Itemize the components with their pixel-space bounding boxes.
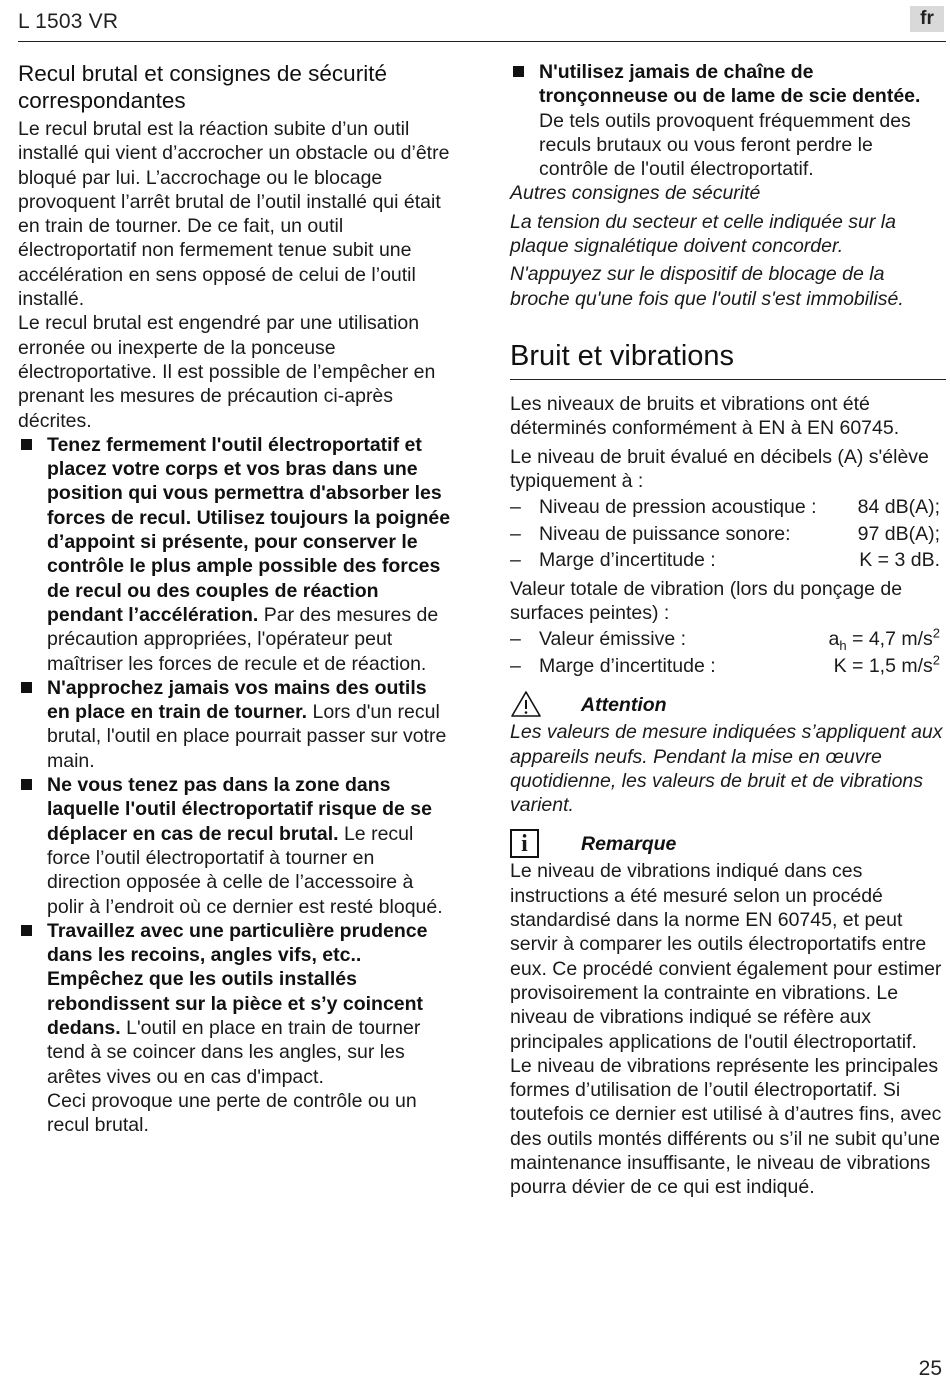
bullet-text: De tels outils provoquent fréquemment des reculs brutaux ou vous feront perdre le contrôle de l'outil électroportatif.	[539, 109, 911, 181]
bullet-bold: Travaillez avec une particulière prudence dans les recoins, angles vifs, etc.. Empêchez que les outils installés rebondissent sur la pièce et s’y coincent dedans.	[47, 919, 428, 1039]
bullet-item	[18, 676, 453, 773]
noise-label: Niveau de pression acoustique :	[539, 496, 817, 519]
spindle-lock-note: N'appuyez sur le dispositif de blocage de la broche qu'une fois que l'outil s'est immobilisé.	[510, 263, 904, 310]
vibration-intro: Valeur totale de vibration (lors du ponçage de surfaces peintes) :	[510, 577, 903, 624]
remark-title: Remarque	[581, 833, 677, 856]
left-column	[18, 60, 453, 1137]
unit-exponent: 2	[932, 652, 940, 668]
bullet-item	[18, 773, 453, 919]
right-column	[510, 60, 946, 1200]
kickback-cause: Le recul brutal est engendré par une utilisation erronée ou inexperte de la ponceuse électroportative. Il est possible de l’empêcher en prenant les mesures de précaution ci-après décrites.	[18, 312, 436, 432]
bullet-text: Par des mesures de précaution appropriées, l'opérateur peut maîtriser les forces de recule et de réaction.	[47, 603, 439, 675]
noise-label: Niveau de puissance sonore:	[539, 522, 791, 545]
noise-level-intro: Le niveau de bruit évalué en décibels (A) s'élève typiquement à :	[510, 445, 929, 492]
remark-text-1: Le niveau de vibrations indiqué dans ces instructions a été mesuré selon un procédé standardisé dans la norme EN 60745, et peut servir à comparer les outils électroportatifs entre eux. Ce procédé convient également pour estimer provisoirement la contrainte en vibrations. Le niveau de vibrations indiqué se réfère aux principales applications de l'outil électroportatif.	[510, 860, 942, 1053]
vibration-row	[510, 627, 946, 654]
bullet-bold: Ne vous tenez pas dans la zone dans laquelle l'outil électroportatif risque de se déplacer en cas de recul brutal.	[47, 774, 432, 845]
vibration-number: K = 1,5 m/s	[833, 654, 933, 677]
dash-mark: –	[510, 628, 521, 651]
attention-title: Attention	[581, 694, 667, 717]
language-badge: fr	[910, 6, 944, 32]
noise-row	[510, 548, 946, 575]
warning-triangle-icon	[510, 690, 542, 718]
noise-value: K = 3 dB.	[859, 549, 940, 572]
bullet-extra: Ceci provoque une perte de contrôle ou un recul brutal.	[47, 1089, 417, 1137]
vibration-label: Valeur émissive :	[539, 628, 687, 651]
bullet-item	[18, 433, 453, 676]
vibration-subscript: h	[839, 638, 847, 654]
page-header	[18, 0, 946, 42]
noise-value: 97 dB(A);	[857, 522, 940, 545]
bullet-text: Le recul force l’outil électroportatif à tourner en direction opposée à celle de l’accessoire à polir à l’endroit où ce dernier est resté bloqué.	[47, 822, 443, 918]
kickback-intro: Le recul brutal est la réaction subite d’un outil installé qui vient d’accrocher un obstacle ou d’être bloqué par lui. L’accrochage ou le blocage provoquent l’arrêt brutal de l’outil installé qui était en train de tourner. De ce fait, un outil électroportatif non fermement tenue subit une accélération en sens opposé de celui de l’outil installé.	[18, 118, 450, 311]
square-bullet-icon	[21, 439, 32, 450]
vibration-value	[828, 625, 941, 654]
bullet-bold: Tenez fermement l'outil électroportatif et placez votre corps et vos bras dans une position qui vous permettra d'absorber les forces de recul. Utilisez toujours la poignée d’appoint si présente, pour conserver le contrôle le plus ample possible des forces de recul ou des couples de réaction pendant l’accélération.	[47, 433, 451, 626]
vibration-number: = 4,7 m/s	[846, 628, 933, 651]
dash-mark: –	[510, 522, 521, 545]
remark-text-2: Le niveau de vibrations représente les principales formes d’utilisation de l’outil électroportatif. Si toutefois ce dernier est utilisé à d’autres fins, avec des outils montés différents ou s’il ne subit qu’une maintenance insuffisante, le niveau de vibrations pourra dévier de ce qui est indiqué.	[510, 1054, 942, 1199]
kickback-heading: Recul brutal et consignes de sécurité correspondantes	[18, 61, 387, 113]
vibration-row	[510, 654, 946, 681]
noise-row	[510, 522, 946, 549]
square-bullet-icon	[21, 925, 32, 936]
bullet-text: Lors d'un recul brutal, l'outil en place pourrait passer sur votre main.	[47, 701, 447, 772]
noise-row	[510, 495, 946, 522]
square-bullet-icon	[21, 779, 32, 790]
dash-mark: –	[510, 496, 521, 519]
vibration-value	[834, 654, 940, 678]
dash-mark: –	[510, 654, 521, 677]
square-bullet-icon	[513, 66, 524, 77]
bullet-text: L'outil en place en train de tourner tend à se coincer dans les angles, sur les arêtes vives ou en cas d'impact.	[47, 1016, 421, 1088]
noise-value: 84 dB(A);	[857, 496, 940, 519]
dash-mark: –	[510, 549, 521, 572]
bullet-bold: N'utilisez jamais de chaîne de tronçonneuse ou de lame de scie dentée.	[539, 61, 921, 108]
info-icon: i	[510, 829, 539, 858]
bullet-bold: N'approchez jamais vos mains des outils en place en train de tourner.	[47, 676, 427, 724]
noise-label: Marge d’incertitude :	[539, 549, 716, 572]
unit-exponent: 2	[932, 625, 940, 641]
remark-header	[510, 829, 946, 859]
square-bullet-icon	[21, 682, 32, 693]
bullet-item	[510, 60, 946, 181]
attention-header	[510, 690, 946, 720]
vibration-symbol: a	[828, 628, 840, 651]
voltage-note: La tension du secteur et celle indiquée sur la plaque signalétique doivent concorder.	[510, 210, 896, 258]
page-number: 25	[918, 1357, 942, 1380]
other-safety-heading: Autres consignes de sécurité	[510, 182, 761, 205]
noise-intro: Les niveaux de bruits et vibrations ont été déterminés conformément à EN à EN 60745.	[510, 392, 900, 440]
model-name: L 1503 VR	[18, 10, 119, 33]
vibration-label: Marge d’incertitude :	[539, 654, 716, 677]
bullet-item	[18, 919, 453, 1138]
noise-vibration-heading: Bruit et vibrations	[510, 339, 946, 380]
attention-text: Les valeurs de mesure indiquées s’appliquent aux appareils neufs. Pendant la mise en œuvre quotidienne, les valeurs de bruit et de vibrations varient.	[510, 721, 943, 817]
